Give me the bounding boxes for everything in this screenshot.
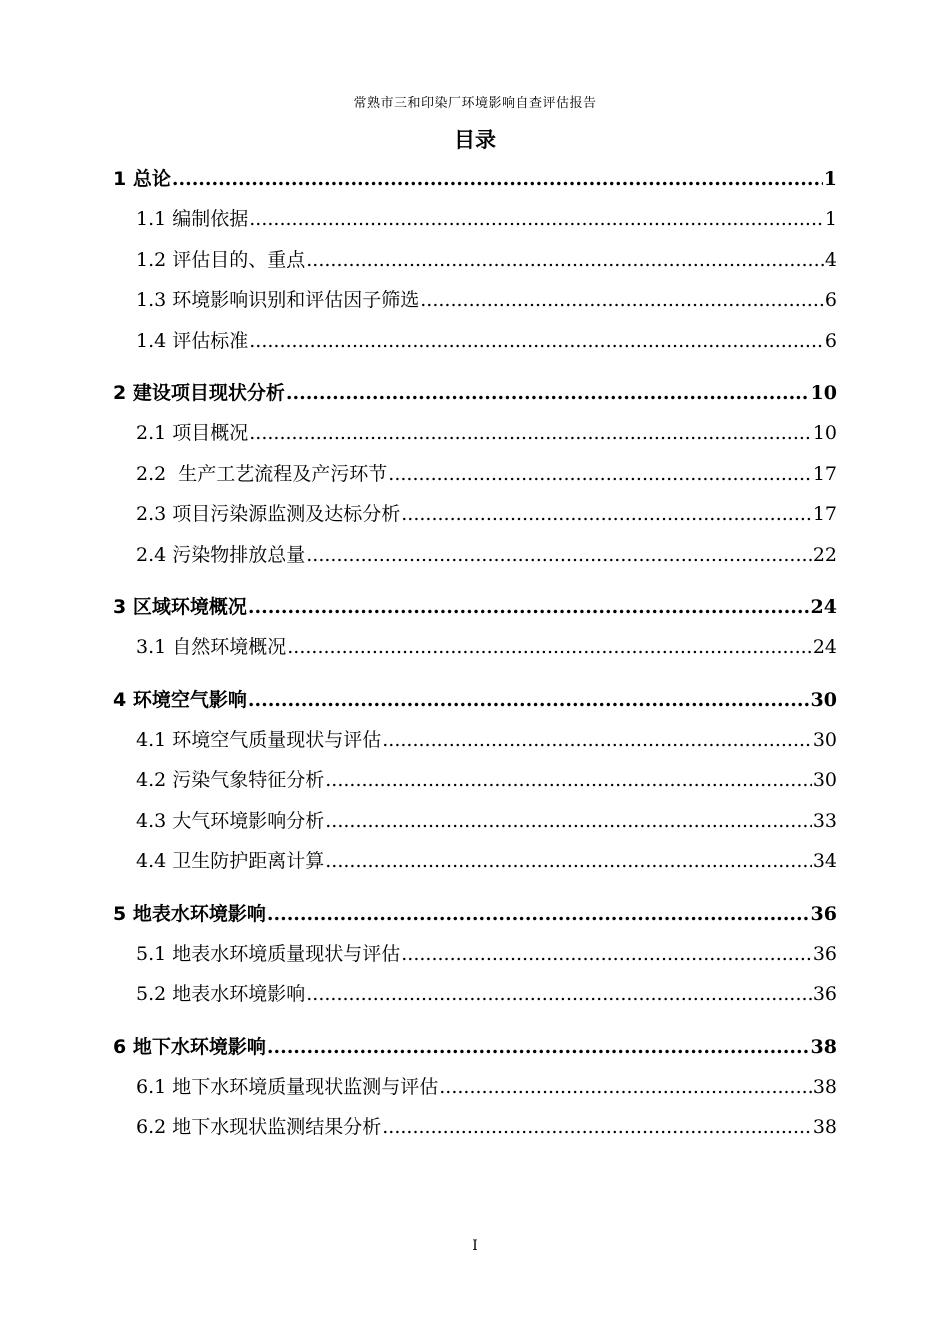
- toc-leader-dots: [306, 535, 812, 576]
- toc-entry-label: 2.3 项目污染源监测及达标分析: [136, 503, 401, 525]
- toc-leader-dots: [439, 1067, 812, 1108]
- toc-leader-dots: [249, 321, 824, 362]
- toc-entry-label: 5.2 地表水环境影响: [136, 983, 306, 1005]
- toc-leader-dots: [382, 720, 812, 761]
- toc-entry-page: 6: [824, 289, 837, 311]
- toc-leader-dots: [306, 974, 812, 1015]
- toc-entry-page: 17: [812, 462, 837, 485]
- toc-entry-page: 36: [812, 942, 837, 965]
- toc-leader-dots: [325, 760, 812, 801]
- toc-leader-dots: [306, 240, 824, 281]
- toc-entry-chapter[interactable]: [113, 680, 837, 720]
- toc-entry-page: 34: [812, 850, 837, 872]
- toc-leader-dots: [248, 680, 810, 720]
- toc-entry-page: 4: [824, 248, 837, 271]
- toc-entry-page: 1: [823, 168, 837, 190]
- toc-entry-label: 2 建设项目现状分析: [113, 382, 285, 404]
- toc-entry-section[interactable]: [113, 321, 837, 362]
- toc-leader-dots: [248, 587, 810, 627]
- toc-entry-section[interactable]: [113, 535, 837, 576]
- toc-entry-label: 1.4 评估标准: [136, 329, 249, 352]
- table-of-contents: [113, 159, 837, 1148]
- toc-entry-label: 1.2 评估目的、重点: [136, 248, 306, 271]
- toc-entry-label: 2.1 项目概况: [136, 422, 249, 444]
- toc-entry-page: 22: [812, 543, 837, 566]
- toc-entry-section[interactable]: [113, 627, 837, 668]
- toc-entry-section[interactable]: [113, 760, 837, 801]
- toc-entry-section[interactable]: [113, 240, 837, 281]
- toc-leader-dots: [325, 841, 812, 882]
- toc-entry-label: 4.1 环境空气质量现状与评估: [136, 728, 382, 751]
- toc-leader-dots: [267, 894, 810, 934]
- toc-title: 目录: [454, 128, 496, 152]
- toc-entry-label: 3 区域环境概况: [113, 596, 247, 618]
- toc-entry-chapter[interactable]: [113, 373, 837, 413]
- page-number: I: [472, 1238, 478, 1254]
- toc-entry-label: 4.4 卫生防护距离计算: [136, 850, 325, 872]
- toc-entry-section[interactable]: [113, 841, 837, 882]
- toc-entry-page: 33: [812, 809, 837, 832]
- toc-entry-label: 1.1 编制依据: [136, 208, 249, 230]
- toc-entry-chapter[interactable]: [113, 1027, 837, 1067]
- toc-entry-section[interactable]: [113, 1107, 837, 1148]
- toc-entry-label: 4.2 污染气象特征分析: [136, 769, 325, 791]
- toc-entry-label: 2.2 生产工艺流程及产污环节: [136, 462, 388, 485]
- toc-entry-section[interactable]: [113, 1067, 837, 1108]
- toc-leader-dots: [388, 454, 812, 495]
- toc-entry-label: 1.3 环境影响识别和评估因子筛选: [136, 289, 420, 311]
- toc-entry-label: 6.2 地下水现状监测结果分析: [136, 1116, 382, 1138]
- toc-entry-page: 10: [810, 382, 837, 404]
- toc-leader-dots: [401, 934, 812, 975]
- toc-entry-page: 1: [824, 208, 837, 230]
- toc-leader-dots: [172, 159, 823, 199]
- toc-entry-page: 24: [810, 596, 837, 618]
- toc-entry-section[interactable]: [113, 720, 837, 761]
- toc-leader-dots: [382, 1107, 812, 1148]
- toc-entry-page: 30: [812, 769, 837, 791]
- toc-entry-label: 5 地表水环境影响: [113, 902, 266, 925]
- toc-leader-dots: [286, 373, 810, 413]
- toc-entry-label: 4 环境空气影响: [113, 688, 247, 711]
- toc-entry-label: 6.1 地下水环境质量现状监测与评估: [136, 1075, 439, 1098]
- toc-entry-section[interactable]: [113, 974, 837, 1015]
- toc-entry-chapter[interactable]: [113, 587, 837, 627]
- toc-entry-page: 10: [812, 422, 837, 444]
- toc-entry-label: 1 总论: [113, 168, 171, 190]
- toc-leader-dots: [401, 494, 812, 535]
- toc-entry-page: 36: [812, 983, 837, 1005]
- toc-entry-section[interactable]: [113, 280, 837, 321]
- toc-entry-page: 36: [810, 902, 837, 925]
- toc-entry-section[interactable]: [113, 199, 837, 240]
- toc-leader-dots: [267, 1027, 810, 1067]
- toc-entry-section[interactable]: [113, 934, 837, 975]
- toc-entry-page: 38: [812, 1075, 837, 1098]
- toc-entry-section[interactable]: [113, 454, 837, 495]
- toc-entry-section[interactable]: [113, 413, 837, 454]
- toc-entry-page: 38: [812, 1116, 837, 1138]
- toc-entry-section[interactable]: [113, 801, 837, 842]
- toc-leader-dots: [249, 199, 824, 240]
- toc-entry-chapter[interactable]: [113, 894, 837, 934]
- toc-entry-page: 6: [824, 329, 837, 352]
- toc-leader-dots: [287, 627, 812, 668]
- toc-entry-label: 6 地下水环境影响: [113, 1035, 266, 1058]
- toc-entry-label: 5.1 地表水环境质量现状与评估: [136, 942, 401, 965]
- toc-entry-page: 38: [810, 1035, 837, 1058]
- toc-entry-label: 2.4 污染物排放总量: [136, 543, 306, 566]
- toc-entry-chapter[interactable]: [113, 159, 837, 199]
- toc-entry-label: 3.1 自然环境概况: [136, 636, 287, 658]
- running-header: 常熟市三和印染厂环境影响自查评估报告: [353, 96, 597, 111]
- toc-entry-section[interactable]: [113, 494, 837, 535]
- toc-entry-page: 17: [812, 503, 837, 525]
- toc-entry-label: 4.3 大气环境影响分析: [136, 809, 325, 832]
- toc-entry-page: 30: [810, 688, 837, 711]
- toc-leader-dots: [420, 280, 824, 321]
- toc-leader-dots: [325, 801, 812, 842]
- toc-leader-dots: [249, 413, 812, 454]
- toc-entry-page: 30: [812, 728, 837, 751]
- toc-entry-page: 24: [812, 636, 837, 658]
